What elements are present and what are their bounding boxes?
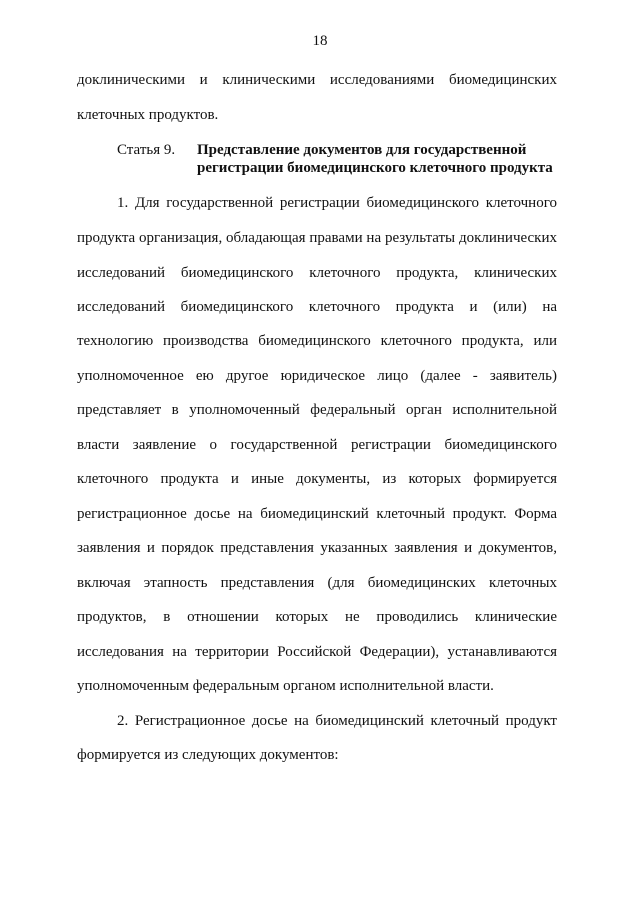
article-title-line: Представление документов для государственной [197, 142, 527, 158]
intro-line: доклиническими и клиническими исследованиями биомедицинских [77, 72, 557, 88]
paragraph-line: регистрационное досье на биомедицинский клеточный продукт. Форма [77, 506, 557, 522]
paragraph-line: уполномоченное ею другое юридическое лицо (далее - заявитель) [77, 368, 557, 384]
paragraph-line: клеточного продукта и иные документы, из которых формируется [77, 471, 557, 487]
paragraph-line: формируется из следующих документов: [77, 747, 339, 763]
paragraph-line: представляет в уполномоченный федеральный орган исполнительной [77, 402, 557, 418]
paragraph-line: включая этапность представления (для биомедицинских клеточных [77, 575, 557, 591]
paragraph-line: технологию производства биомедицинского клеточного продукта, или [77, 333, 557, 349]
paragraph-line: 1. Для государственной регистрации биомедицинского клеточного [117, 195, 557, 211]
paragraph-line: продуктов, в отношении которых не проводились клинические [77, 609, 557, 625]
intro-line: клеточных продуктов. [77, 107, 219, 123]
paragraph-line: 2. Регистрационное досье на биомедицинский клеточный продукт [117, 713, 557, 729]
paragraph-line: исследования на территории Российской Федерации), устанавливаются [77, 644, 557, 660]
paragraph-line: продукта организация, обладающая правами на результаты доклинических [77, 230, 557, 246]
paragraph-line: исследований биомедицинского клеточного продукта, клинических [77, 265, 557, 281]
article-label: Статья 9. [117, 142, 176, 158]
paragraph-line: исследований биомедицинского клеточного продукта и (или) на [77, 299, 557, 315]
article-title-line: регистрации биомедицинского клеточного продукта [197, 160, 553, 176]
page-number: 18 [312, 33, 328, 49]
paragraph-line: уполномоченным федеральным органом исполнительной власти. [77, 678, 494, 694]
paragraph-line: заявления и порядок представления указанных заявления и документов, [77, 540, 557, 556]
paragraph-line: власти заявление о государственной регистрации биомедицинского [77, 437, 557, 453]
